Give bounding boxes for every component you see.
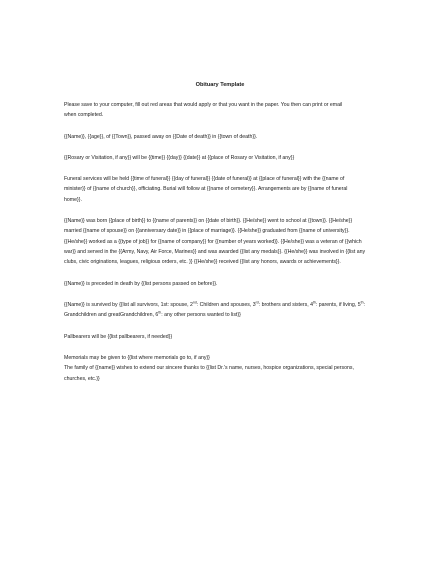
intro-line: when completed.: [64, 112, 104, 119]
funeral-line: minister}} of {{name of church}}, officiating. Burial will follow at {{name of cemetery}}. Arrangements are by {{name of funeral: [64, 186, 348, 193]
death-notice-line: {{Name}}, {{age}}, of {{Town}}, passed away on {{Date of death}} in {{town of death}}.: [64, 134, 258, 140]
survived-text: : parents, if living, 5: [315, 302, 361, 308]
intro-paragraph: [64, 100, 382, 121]
biography-line: clubs, civic originations, leagues, religious orders, etc. }} {{He/she}} received {{list any honors, awards or achievements}}.: [64, 259, 341, 266]
survived-text: : any other persons wanted to list}}: [161, 312, 241, 319]
survived-text: :: [363, 302, 365, 308]
intro-line: Please save to your computer, fill out red areas that would apply or that you want in the paper. You then can print or email: [64, 102, 343, 108]
ordinal-suffix: rd: [255, 300, 259, 305]
survived-text: : brothers and sisters, 4: [258, 302, 313, 308]
document-title: Obituary Template: [195, 82, 245, 88]
memorials-line: churches, etc.}}: [64, 375, 100, 382]
pallbearers-line: Pallbearers will be {{list pallbearers, if needed}}: [64, 334, 173, 340]
memorials-line: The family of {{name}} wishes to extend our sincere thanks to {{list Dr.'s name, nurses, hospice organizations, special persons,: [64, 365, 354, 372]
biography-paragraph: [64, 216, 382, 267]
funeral-line: Funeral services will be held {{time of funeral}} {{day of funeral}} {{date of funeral}} at {{place of funeral}} with the {{name of: [64, 176, 345, 182]
survived-text: {{Name}} is survived by {{list all survivors, 1st: spouse, 2: [64, 302, 193, 308]
funeral-paragraph: [64, 174, 382, 205]
biography-line: married {{name of spouse}} on {{anniversary date}} in {{place of marriage}}. {{He/she}} graduated from {{name of university}}.: [64, 228, 350, 235]
ordinal-suffix: th: [158, 310, 162, 315]
memorials-line: Memorials may be given to {{list where memorials go to, if any}}: [64, 355, 210, 361]
death-notice-paragraph: [64, 132, 382, 142]
ordinal-suffix: th: [360, 300, 364, 305]
survived-text: Grandchildren and greatGrandchildren, 6: [64, 312, 159, 319]
preceded-paragraph: [64, 279, 382, 289]
survived-line: [64, 310, 382, 320]
memorials-paragraph: [64, 353, 382, 384]
preceded-line: {{Name}} is preceded in death by {{list persons passed on before}}.: [64, 281, 218, 287]
survived-paragraph: [64, 300, 382, 321]
biography-line: war}} and served in the {{Army, Navy, Air Force, Marines}} and was awarded {{list any medals}}. {{He/she}} was involved in {{list any: [64, 248, 366, 255]
biography-line: {{He/she}} worked as a {{type of job}} for {{name of company}} for {{number of years worked}}. {{He/she}} was a veteran of {{which: [64, 238, 362, 245]
survived-text: : Children and spouses, 3: [196, 302, 256, 308]
survived-line: [64, 300, 382, 310]
ordinal-suffix: th: [312, 300, 316, 305]
rosary-paragraph: [64, 153, 382, 163]
ordinal-suffix: nd: [192, 300, 197, 305]
rosary-line: {{Rosary or Visitation, if any}} will be {{time}} {{day}} {{date}} at {{place of Rosary or Visitation, if any}}: [64, 155, 295, 161]
pallbearers-paragraph: [64, 332, 382, 342]
biography-line: {{Name}} was born {{place of birth}} to {{name of parents}} on {{date of birth}}. {{He/she}} went to school at {{town}}. {{He/she}}: [64, 218, 353, 224]
funeral-line: home}}.: [64, 196, 82, 203]
